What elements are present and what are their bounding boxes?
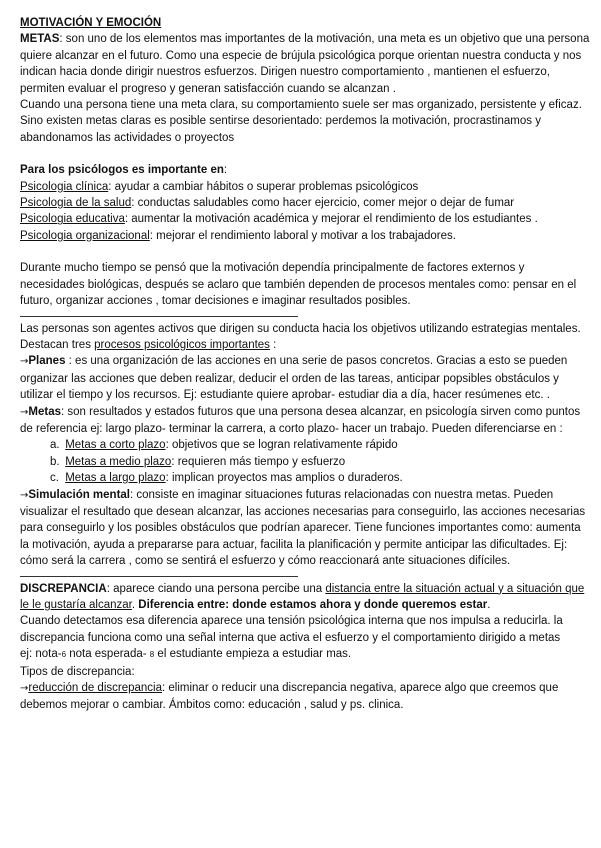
meta-type-text: : requieren más tiempo y esfuerzo xyxy=(171,455,346,468)
metas-proceso-label: Metas xyxy=(28,405,61,418)
area-text: : aumentar la motivación académica y mejorar el rendimiento de los estudiantes . xyxy=(124,213,538,226)
meta-type-item xyxy=(20,470,590,486)
metas-paragraph-2: Cuando una persona tiene una meta clara, su comportamiento suele ser mas organizado, persistente y eficaz. xyxy=(20,99,582,112)
area-text: : conductas saludables como hacer ejercicio, comer mejor o dejar de fumar xyxy=(131,197,515,210)
metas-paragraph-3: Sino existen metas claras es posible sentirse desorientado: perdemos la motivación, procrastinamos y abandonamos las actividades o proyectos xyxy=(20,115,541,144)
discrepancia-label: DISCREPANCIA xyxy=(20,582,107,595)
metas-paragraph xyxy=(20,31,590,97)
area-item xyxy=(20,228,590,244)
example-text: nota esperada- xyxy=(66,648,150,661)
document-page xyxy=(20,15,590,714)
discrepancia-text: : aparece ciando una persona percibe una xyxy=(106,582,326,595)
planes-paragraph xyxy=(20,353,590,403)
meta-type-name: Metas a corto plazo xyxy=(65,439,166,452)
tipos-discrepancia-heading: Tipos de discrepancia: xyxy=(20,665,135,678)
title-text: MOTIVACIÓN Y EMOCIÓN xyxy=(20,17,162,29)
diferencia-label: Diferencia entre xyxy=(138,599,226,611)
procesos-intro xyxy=(20,321,590,354)
item-letter: c. xyxy=(50,472,59,485)
procesos-underlined: procesos psicológicos importantes xyxy=(94,338,270,351)
discrepancia-paragraph-2 xyxy=(20,613,590,646)
discrepancia-paragraph xyxy=(20,581,590,614)
arrow-icon: → xyxy=(20,406,29,418)
procesos-intro-colon: : xyxy=(269,338,277,351)
area-item xyxy=(20,211,590,227)
arrow-icon: → xyxy=(20,683,29,695)
meta-type-name: Metas a largo plazo xyxy=(65,472,166,485)
psicologos-heading-colon: : xyxy=(223,164,228,177)
reduccion-label: reducción de discrepancia xyxy=(28,682,162,695)
example-number: 8 xyxy=(149,650,155,660)
discrepancia-underlined: distancia entre la situación actual y a situación que le le gustaría alcanzar xyxy=(20,582,585,611)
planes-text: : es una organización de las acciones en una serie de pasos concretos. Gracias a esto se pueden organizar las acciones que deben realizar, deducir el orden de las tareas, anticipar popsibles obstáculos y utilizar el tiempo y los recursos. Ej: estudiante quiere aprobar- estudiar dia a día, hacer resúmenes etc. . xyxy=(20,355,568,402)
example-text: ej: nota- xyxy=(20,648,62,661)
historia-paragraph: Durante mucho tiempo se pensó que la motivación dependía principalmente de factores externos y necesidades biológicas, después se aclaro que también dependen de procesos mentales como: pensar en el futuro, organizar acciones , tomar decisiones e imaginar resultados posibles. xyxy=(20,262,577,308)
metas-label: METAS xyxy=(20,33,60,46)
diferencia-text: : donde estamos ahora y donde queremos estar xyxy=(225,599,488,611)
simulacion-text: : consiste en imaginar situaciones futuras relacionadas con nuestra metas. Pueden visualizar el resultado que desean alcanzar, las acciones necesarias para conseguirlo, las acciones necesarias para conseguirlo y los posibles obstáculos que podrían aparecer. Tiene funciones importantes como: aumenta la motivación, ayuda a prepararse para actuar, facilita la planificación y permite anticipar las dificultades. Ej: cómo será la carrera , como se sentirá el esfuerzo y cómo reaccionará ante situaciones difíciles. xyxy=(20,488,586,568)
example-text: el estudiante empieza a estudiar mas. xyxy=(154,648,352,661)
procesos-intro-text: Las personas son agentes activos que dirigen su conducta hacia los objetivos utilizando estrategias mentales. Destacan tres xyxy=(20,322,581,351)
discrepancia-text-b: . xyxy=(131,599,139,611)
reduccion-paragraph xyxy=(20,680,590,714)
item-letter: b. xyxy=(50,455,60,468)
area-name: Psicologia educativa xyxy=(20,213,125,226)
simulacion-label: Simulación mental xyxy=(28,488,130,501)
reduccion-text: : eliminar o reducir una discrepancia negativa, aparece algo que creemos que debemos mejorar o cambiar. Ámbitos como: educación , salud y ps. clinica. xyxy=(20,682,559,712)
metas-proceso-paragraph xyxy=(20,404,590,438)
discrepancia-text-2: Cuando detectamos esa diferencia aparece una tensión psicológica interna que nos impulsa a reducirla. la discrepancia funciona como una señal interna que activa el esfuerzo y el comportamiento dirigido a metas xyxy=(20,615,563,644)
psicologos-heading xyxy=(20,162,590,178)
area-item xyxy=(20,195,590,211)
discrepancia-example xyxy=(20,646,590,663)
area-name: Psicologia clínica xyxy=(20,180,109,193)
area-item xyxy=(20,179,590,195)
arrow-icon: → xyxy=(20,356,29,368)
meta-type-text: : objetivos que se logran relativamente rápido xyxy=(165,439,398,452)
simulacion-paragraph xyxy=(20,487,590,570)
metas-proceso-text: : son resultados y estados futuros que una persona desea alcanzar, en psicología sirven como puntos de referencia ej: largo plazo- terminar la carrera, a corto plazo- hacer un trabajo. Pueden diferenciarse en : xyxy=(20,405,581,435)
area-text: : ayudar a cambiar hábitos o superar problemas psicológicos xyxy=(108,180,419,193)
meta-type-name: Metas a medio plazo xyxy=(65,455,172,468)
meta-type-item xyxy=(20,437,590,453)
meta-type-text: : implican proyectos mas amplios o duraderos. xyxy=(165,472,403,485)
item-letter: a. xyxy=(50,439,60,452)
section-divider xyxy=(20,316,298,317)
page-title xyxy=(20,15,590,31)
metas-text: : son uno de los elementos mas importantes de la motivación, una meta es un objetivo que una persona quiere alcanzar en el futuro. Como una especie de brújula psicológica porque orientan nuestra conducta y nos indican hacia donde dirigir nuestros esfuerzos. Dirigen nuestro comportamiento , mantienen el esfuerzo, permiten evaluar el progreso y generan satisfacción cuando se alcanzan . xyxy=(20,33,590,95)
section-divider xyxy=(20,576,298,577)
area-text: : mejorar el rendimiento laboral y motivar a los trabajadores. xyxy=(149,229,456,242)
meta-type-item xyxy=(20,454,590,470)
arrow-icon: → xyxy=(20,489,29,501)
psicologos-heading-text: Para los psicólogos es importante en xyxy=(20,164,224,177)
planes-label: Planes xyxy=(28,355,66,368)
area-name: Psicologia de la salud xyxy=(20,197,132,210)
area-name: Psicologia organizacional xyxy=(20,229,150,242)
diferencia-end: . xyxy=(487,599,491,611)
example-number: 6 xyxy=(61,650,67,660)
